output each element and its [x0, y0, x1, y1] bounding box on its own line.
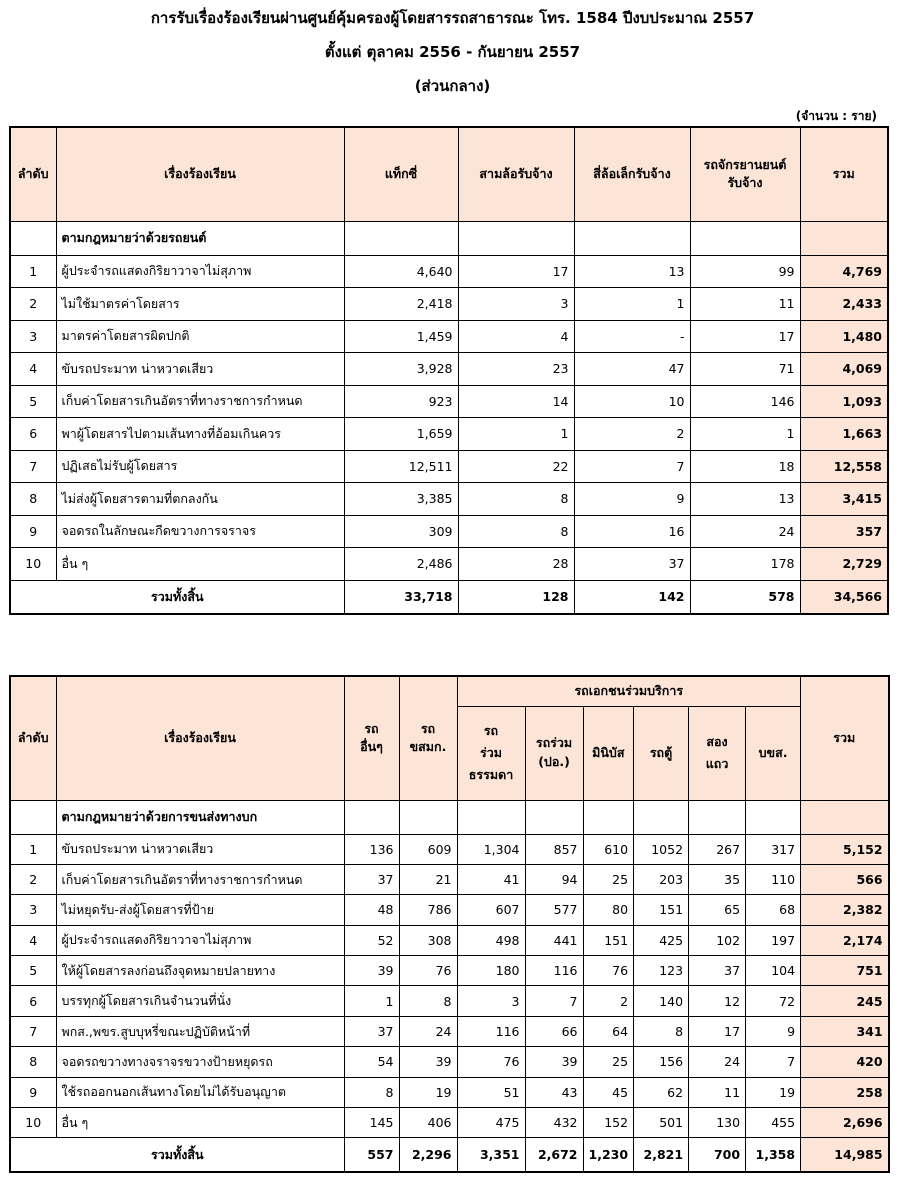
total-cell: 142 — [574, 580, 690, 614]
value-cell: 16 — [574, 515, 690, 548]
row-number: 8 — [10, 1047, 56, 1077]
col-header-total: รวม — [801, 676, 889, 800]
value-cell: 180 — [457, 956, 525, 986]
row-total: 751 — [801, 956, 889, 986]
value-cell: 11 — [690, 288, 800, 321]
complaint-topic: มาตรค่าโดยสารผิดปกติ — [56, 320, 344, 353]
col-header-minibus: มินิบัส — [583, 706, 634, 800]
complaint-topic: ให้ผู้โดยสารลงก่อนถึงจุดหมายปลายทาง — [56, 956, 344, 986]
value-cell: 52 — [344, 925, 399, 955]
total-cell: 128 — [458, 580, 574, 614]
table-row — [10, 255, 888, 288]
table-row — [10, 925, 889, 955]
table-row — [10, 548, 888, 581]
value-cell: 41 — [457, 864, 525, 894]
complaint-topic: พาผู้โดยสารไปตามเส้นทางที่อ้อมเกินควร — [56, 418, 344, 451]
value-cell: 80 — [583, 895, 634, 925]
table-row — [10, 986, 889, 1016]
report-title: การรับเรื่องร้องเรียนผ่านศูนย์คุ้มครองผู้โดยสารรถสาธารณะ โทร. 1584 ปีงบประมาณ 2557 — [150, 9, 755, 27]
col-header-minitruck: สี่ล้อเล็กรับจ้าง — [574, 127, 690, 221]
value-cell: 317 — [746, 834, 801, 864]
value-cell: 76 — [399, 956, 457, 986]
row-number: 8 — [10, 483, 56, 516]
row-total: 245 — [801, 986, 889, 1016]
value-cell: 3 — [458, 288, 574, 321]
col-header-no: ลำดับ — [10, 676, 56, 800]
total-cell: 578 — [690, 580, 800, 614]
value-cell: 1,659 — [344, 418, 458, 451]
unit-label: (จำนวน : ราย) — [795, 109, 877, 123]
value-cell: 3,928 — [344, 353, 458, 386]
value-cell: 24 — [690, 515, 800, 548]
table-row — [10, 1108, 889, 1138]
value-cell: 607 — [457, 895, 525, 925]
complaint-topic: ใช้รถออกนอกเส้นทางโดยไม่ได้รับอนุญาต — [56, 1077, 344, 1107]
col-group-private-bus: รถเอกชนร่วมบริการ — [457, 676, 801, 706]
value-cell: 136 — [344, 834, 399, 864]
table-row — [10, 956, 889, 986]
row-total: 5,152 — [801, 834, 889, 864]
row-total: 2,382 — [801, 895, 889, 925]
table-row — [10, 320, 888, 353]
value-cell: 104 — [746, 956, 801, 986]
table-row — [10, 1016, 889, 1046]
col-header-joint-ac: รถร่วม (ปอ.) — [525, 706, 583, 800]
value-cell: 441 — [525, 925, 583, 955]
row-number: 2 — [10, 288, 56, 321]
complaint-topic: เก็บค่าโดยสารเกินอัตราที่ทางราชการกำหนด — [56, 385, 344, 418]
row-total: 2,174 — [801, 925, 889, 955]
value-cell: 8 — [458, 515, 574, 548]
value-cell: 2,418 — [344, 288, 458, 321]
complaint-topic: จอดรถขวางทางจราจรขวางป้ายหยุดรถ — [56, 1047, 344, 1077]
row-number: 6 — [10, 986, 56, 1016]
table-row — [10, 418, 888, 451]
col-header-total: รวม — [800, 127, 888, 221]
complaint-topic: พกส.,พขร.สูบบุหรี่ขณะปฏิบัติหน้าที่ — [56, 1016, 344, 1046]
row-total: 566 — [801, 864, 889, 894]
value-cell: 2,486 — [344, 548, 458, 581]
value-cell: 8 — [458, 483, 574, 516]
value-cell: 7 — [525, 986, 583, 1016]
value-cell: 62 — [634, 1077, 689, 1107]
row-total: 1,480 — [800, 320, 888, 353]
complaint-topic: อื่น ๆ — [56, 548, 344, 581]
value-cell: 140 — [634, 986, 689, 1016]
value-cell: 64 — [583, 1016, 634, 1046]
value-cell: 76 — [583, 956, 634, 986]
value-cell: 130 — [689, 1108, 746, 1138]
total-row — [10, 580, 888, 614]
table-row — [10, 864, 889, 894]
col-header-songthaew: สอง แถว — [689, 706, 746, 800]
value-cell: 71 — [690, 353, 800, 386]
value-cell: 146 — [690, 385, 800, 418]
value-cell: 7 — [746, 1047, 801, 1077]
value-cell: 94 — [525, 864, 583, 894]
value-cell: 2 — [583, 986, 634, 1016]
value-cell: 18 — [690, 450, 800, 483]
table-header-row — [10, 676, 889, 706]
col-header-other: รถ อื่นๆ — [344, 676, 399, 800]
complaint-topic: ปฏิเสธไม่รับผู้โดยสาร — [56, 450, 344, 483]
value-cell: 610 — [583, 834, 634, 864]
row-number: 10 — [10, 548, 56, 581]
col-header-tricycle: สามล้อรับจ้าง — [458, 127, 574, 221]
row-total: 357 — [800, 515, 888, 548]
value-cell: 4 — [458, 320, 574, 353]
row-total: 4,069 — [800, 353, 888, 386]
value-cell: 12 — [689, 986, 746, 1016]
row-number: 4 — [10, 353, 56, 386]
value-cell: 37 — [574, 548, 690, 581]
value-cell: 76 — [457, 1047, 525, 1077]
value-cell: 43 — [525, 1077, 583, 1107]
value-cell: 9 — [574, 483, 690, 516]
section-label: ตามกฎหมายว่าด้วยการขนส่งทางบก — [56, 800, 344, 834]
value-cell: 13 — [574, 255, 690, 288]
value-cell: 54 — [344, 1047, 399, 1077]
value-cell: 1052 — [634, 834, 689, 864]
row-number: 3 — [10, 895, 56, 925]
value-cell: 151 — [583, 925, 634, 955]
value-cell: 35 — [689, 864, 746, 894]
row-number: 9 — [10, 515, 56, 548]
col-header-joint-regular: รถ ร่วม ธรรมดา — [457, 706, 525, 800]
complaints-table-vehicles — [9, 126, 889, 615]
value-cell: 19 — [746, 1077, 801, 1107]
row-number: 5 — [10, 956, 56, 986]
value-cell: 25 — [583, 1047, 634, 1077]
row-total: 2,433 — [800, 288, 888, 321]
complaint-topic: ผู้ประจำรถแสดงกิริยาวาจาไม่สุภาพ — [56, 255, 344, 288]
value-cell: 116 — [457, 1016, 525, 1046]
row-total: 1,663 — [800, 418, 888, 451]
complaint-topic: บรรทุกผู้โดยสารเกินจำนวนที่นั่ง — [56, 986, 344, 1016]
value-cell: 39 — [399, 1047, 457, 1077]
row-number: 7 — [10, 1016, 56, 1046]
value-cell: 1 — [458, 418, 574, 451]
value-cell: 37 — [344, 1016, 399, 1046]
value-cell: 178 — [690, 548, 800, 581]
value-cell: 99 — [690, 255, 800, 288]
value-cell: 17 — [458, 255, 574, 288]
value-cell: 8 — [399, 986, 457, 1016]
value-cell: 203 — [634, 864, 689, 894]
value-cell: 11 — [689, 1077, 746, 1107]
col-header-van: รถตู้ — [634, 706, 689, 800]
complaint-topic: ผู้ประจำรถแสดงกิริยาวาจาไม่สุภาพ — [56, 925, 344, 955]
value-cell: 498 — [457, 925, 525, 955]
row-number: 4 — [10, 925, 56, 955]
row-number: 6 — [10, 418, 56, 451]
total-cell: 2,296 — [399, 1138, 457, 1172]
value-cell: 48 — [344, 895, 399, 925]
value-cell: 309 — [344, 515, 458, 548]
value-cell: 37 — [689, 956, 746, 986]
value-cell: 425 — [634, 925, 689, 955]
row-number: 7 — [10, 450, 56, 483]
value-cell: 39 — [344, 956, 399, 986]
col-header-no: ลำดับ — [10, 127, 56, 221]
grand-total-cell: 14,985 — [801, 1138, 889, 1172]
value-cell: 145 — [344, 1108, 399, 1138]
total-label: รวมทั้งสิ้น — [10, 580, 344, 614]
complaints-table-buses — [9, 675, 890, 1173]
value-cell: 1 — [344, 986, 399, 1016]
table-row — [10, 385, 888, 418]
table1-body — [10, 255, 888, 580]
value-cell: 116 — [525, 956, 583, 986]
value-cell: 1,459 — [344, 320, 458, 353]
value-cell: 156 — [634, 1047, 689, 1077]
total-cell: 33,718 — [344, 580, 458, 614]
value-cell: 857 — [525, 834, 583, 864]
value-cell: 72 — [746, 986, 801, 1016]
complaint-topic: ไม่ใช้มาตรค่าโดยสาร — [56, 288, 344, 321]
total-cell: 2,821 — [634, 1138, 689, 1172]
row-number: 1 — [10, 255, 56, 288]
complaint-topic: ขับรถประมาท น่าหวาดเสียว — [56, 353, 344, 386]
table-row — [10, 1047, 889, 1077]
value-cell: 102 — [689, 925, 746, 955]
row-total: 2,729 — [800, 548, 888, 581]
row-total: 420 — [801, 1047, 889, 1077]
col-header-bks: บขส. — [746, 706, 801, 800]
value-cell: 17 — [689, 1016, 746, 1046]
value-cell: 10 — [574, 385, 690, 418]
row-total: 2,696 — [801, 1108, 889, 1138]
total-label: รวมทั้งสิ้น — [10, 1138, 344, 1172]
value-cell: 28 — [458, 548, 574, 581]
row-number: 1 — [10, 834, 56, 864]
total-cell: 1,358 — [746, 1138, 801, 1172]
row-total: 1,093 — [800, 385, 888, 418]
value-cell: 37 — [344, 864, 399, 894]
value-cell: 308 — [399, 925, 457, 955]
value-cell: 9 — [746, 1016, 801, 1046]
table-row — [10, 895, 889, 925]
value-cell: 7 — [574, 450, 690, 483]
col-header-taxi: แท็กซี่ — [344, 127, 458, 221]
value-cell: 1,304 — [457, 834, 525, 864]
section-row — [10, 221, 888, 255]
complaint-topic: ขับรถประมาท น่าหวาดเสียว — [56, 834, 344, 864]
value-cell: 4,640 — [344, 255, 458, 288]
table-row — [10, 515, 888, 548]
complaint-topic: เก็บค่าโดยสารเกินอัตราที่ทางราชการกำหนด — [56, 864, 344, 894]
value-cell: 8 — [634, 1016, 689, 1046]
value-cell: 45 — [583, 1077, 634, 1107]
value-cell: - — [574, 320, 690, 353]
row-total: 258 — [801, 1077, 889, 1107]
section-row — [10, 800, 889, 834]
total-cell: 2,672 — [525, 1138, 583, 1172]
value-cell: 13 — [690, 483, 800, 516]
table-row — [10, 288, 888, 321]
value-cell: 21 — [399, 864, 457, 894]
col-header-bmta: รถ ขสมก. — [399, 676, 457, 800]
value-cell: 39 — [525, 1047, 583, 1077]
value-cell: 24 — [399, 1016, 457, 1046]
value-cell: 151 — [634, 895, 689, 925]
value-cell: 66 — [525, 1016, 583, 1046]
table-row — [10, 483, 888, 516]
total-row — [10, 1138, 889, 1172]
value-cell: 22 — [458, 450, 574, 483]
value-cell: 123 — [634, 956, 689, 986]
value-cell: 23 — [458, 353, 574, 386]
value-cell: 152 — [583, 1108, 634, 1138]
report-region: (ส่วนกลาง) — [414, 77, 491, 95]
value-cell: 197 — [746, 925, 801, 955]
total-cell: 1,230 — [583, 1138, 634, 1172]
value-cell: 406 — [399, 1108, 457, 1138]
value-cell: 1 — [690, 418, 800, 451]
value-cell: 110 — [746, 864, 801, 894]
total-cell: 3,351 — [457, 1138, 525, 1172]
total-cell: 557 — [344, 1138, 399, 1172]
value-cell: 432 — [525, 1108, 583, 1138]
row-number: 10 — [10, 1108, 56, 1138]
table-row — [10, 450, 888, 483]
row-number: 9 — [10, 1077, 56, 1107]
table-header-row — [10, 127, 888, 221]
total-cell: 700 — [689, 1138, 746, 1172]
value-cell: 577 — [525, 895, 583, 925]
table-row — [10, 834, 889, 864]
complaint-topic: ไม่ส่งผู้โดยสารตามที่ตกลงกัน — [56, 483, 344, 516]
table-row — [10, 1077, 889, 1107]
value-cell: 475 — [457, 1108, 525, 1138]
table-row — [10, 353, 888, 386]
value-cell: 609 — [399, 834, 457, 864]
row-number: 3 — [10, 320, 56, 353]
section-label: ตามกฎหมายว่าด้วยรถยนต์ — [56, 221, 344, 255]
value-cell: 47 — [574, 353, 690, 386]
row-number: 2 — [10, 864, 56, 894]
value-cell: 68 — [746, 895, 801, 925]
value-cell: 2 — [574, 418, 690, 451]
col-header-topic: เรื่องร้องเรียน — [56, 676, 344, 800]
value-cell: 786 — [399, 895, 457, 925]
value-cell: 65 — [689, 895, 746, 925]
value-cell: 24 — [689, 1047, 746, 1077]
value-cell: 923 — [344, 385, 458, 418]
complaint-topic: ไม่หยุดรับ-ส่งผู้โดยสารที่ป้าย — [56, 895, 344, 925]
value-cell: 14 — [458, 385, 574, 418]
value-cell: 1 — [574, 288, 690, 321]
value-cell: 12,511 — [344, 450, 458, 483]
value-cell: 19 — [399, 1077, 457, 1107]
value-cell: 3,385 — [344, 483, 458, 516]
value-cell: 51 — [457, 1077, 525, 1107]
row-total: 341 — [801, 1016, 889, 1046]
col-header-motorcycle: รถจักรยานยนต์รับจ้าง — [690, 127, 800, 221]
complaint-topic: อื่น ๆ — [56, 1108, 344, 1138]
row-total: 12,558 — [800, 450, 888, 483]
value-cell: 501 — [634, 1108, 689, 1138]
complaint-topic: จอดรถในลักษณะกีดขวางการจราจร — [56, 515, 344, 548]
value-cell: 455 — [746, 1108, 801, 1138]
row-number: 5 — [10, 385, 56, 418]
value-cell: 17 — [690, 320, 800, 353]
value-cell: 3 — [457, 986, 525, 1016]
table2-body — [10, 834, 889, 1138]
report-period: ตั้งแต่ ตุลาคม 2556 - กันยายน 2557 — [324, 43, 581, 61]
row-total: 3,415 — [800, 483, 888, 516]
col-header-topic: เรื่องร้องเรียน — [56, 127, 344, 221]
value-cell: 267 — [689, 834, 746, 864]
value-cell: 8 — [344, 1077, 399, 1107]
value-cell: 25 — [583, 864, 634, 894]
row-total: 4,769 — [800, 255, 888, 288]
grand-total-cell: 34,566 — [800, 580, 888, 614]
